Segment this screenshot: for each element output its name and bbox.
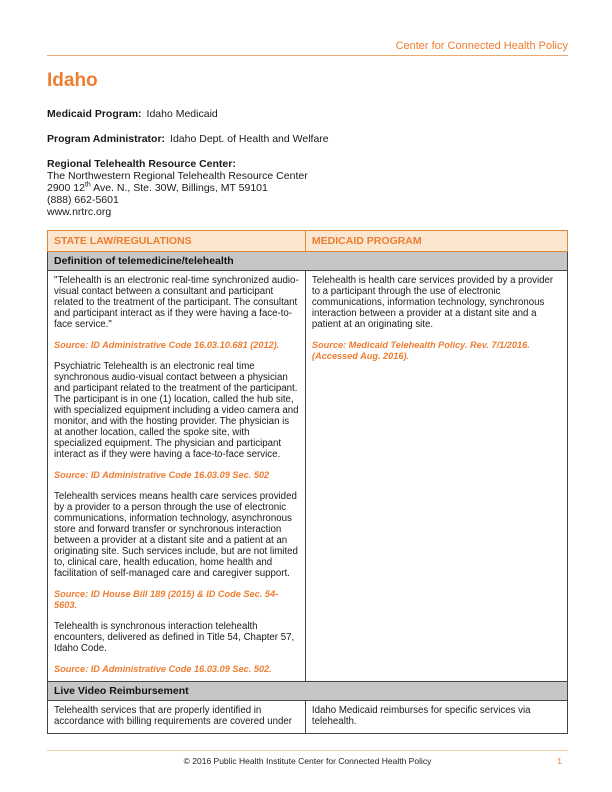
live-video-medicaid-cell <box>305 701 567 734</box>
address-rest: Ave. N., Ste. 30W, Billings, MT 59101 <box>90 182 268 194</box>
paragraph: Telehealth is synchronous interaction telehealth encounters, delivered as defined in Title 54, Chapter 57, Idaho Code. <box>54 621 295 654</box>
paragraph: Psychiatric Telehealth is an electronic real time synchronous audio-visual contact between a physician and participant related to the treatment of the participant. The participant is in one (1) location, called the hub site, with specialized equipment including a video camera and monitor, and with the hosting provider. The physician is at another location, called the spoke site, with specialized equipment. The physician and participant interact as if they were having a face-to-face service. <box>54 361 299 460</box>
resource-center-address <box>47 182 568 194</box>
source-citation: Source: ID Administrative Code 16.03.09 Sec. 502 <box>54 470 270 480</box>
column-header-medicaid-program: MEDICAID PROGRAM <box>305 231 567 252</box>
page-number: 1 <box>557 756 562 766</box>
medicaid-program-value: Idaho Medicaid <box>146 108 218 120</box>
section-title-definition: Definition of telemedicine/telehealth <box>48 252 568 271</box>
section-row-live-video <box>48 682 568 701</box>
paragraph: "Telehealth is an electronic real-time synchronized audio-visual contact between a consultant and participant related to the treatment of the participant. The consultant and participant interact as if they were having a face-to-face service." <box>54 275 299 330</box>
page-title: Idaho <box>47 70 98 91</box>
medicaid-program-label: Medicaid Program: <box>47 108 142 120</box>
table-header-row <box>48 231 568 252</box>
resource-center-name: The Northwestern Regional Telehealth Resource Center <box>47 170 308 182</box>
table-row <box>48 701 568 734</box>
paragraph: Telehealth services means health care services provided by a provider to a person through the use of electronic communications, information technology, asynchronous store and forward transfer or synchronous interaction between a provider at a distant site and a patient at an originating site. Such services include, but are not limited to, clinical care, health education, home health and facilitation of self-managed care and caregiver support. <box>54 491 298 579</box>
address-ordinal: th <box>84 181 91 189</box>
source-citation: Source: ID House Bill 189 (2015) & ID Code Sec. 54-5603. <box>54 589 279 610</box>
header-brand: Center for Connected Health Policy <box>47 40 568 56</box>
address-number: 2900 12 <box>47 182 85 194</box>
paragraph: Idaho Medicaid reimburses for specific services via telehealth. <box>311 705 531 727</box>
resource-center-phone: (888) 662-5601 <box>47 194 119 206</box>
resource-center-website[interactable]: www.nrtrc.org <box>47 206 112 218</box>
live-video-state-cell <box>48 701 306 734</box>
page-footer <box>47 750 568 766</box>
program-administrator-label: Program Administrator: <box>47 133 166 145</box>
paragraph: Telehealth is health care services provided by a provider to a participant through the use of electronic communications, information technology, synchronous interaction between a provider at a distant site and a patient at an originating site. <box>311 275 554 330</box>
page-content <box>0 40 612 734</box>
program-administrator-value: Idaho Dept. of Health and Welfare <box>170 133 329 145</box>
table-row <box>48 271 568 682</box>
policy-table <box>47 230 568 734</box>
footer-copyright: © 2016 Public Health Institute Center for Connected Health Policy <box>183 756 432 766</box>
definition-medicaid-cell <box>305 271 567 682</box>
source-citation: Source: ID Administrative Code 16.03.09 Sec. 502. <box>54 664 272 674</box>
paragraph: Telehealth services that are properly identified in accordance with billing requirements are covered under <box>54 705 293 727</box>
source-citation: Source: ID Administrative Code 16.03.10.681 (2012). <box>54 340 280 350</box>
resource-center-label: Regional Telehealth Resource Center: <box>47 158 236 170</box>
medicaid-program-line <box>47 108 568 120</box>
program-administrator-line <box>47 133 568 145</box>
section-row-definition <box>48 252 568 271</box>
section-title-live-video: Live Video Reimbursement <box>48 682 568 701</box>
definition-state-cell <box>48 271 306 682</box>
column-header-state-law: STATE LAW/REGULATIONS <box>48 231 306 252</box>
source-citation: Source: Medicaid Telehealth Policy. Rev. 7/1/2016. (Accessed Aug. 2016). <box>311 340 530 361</box>
